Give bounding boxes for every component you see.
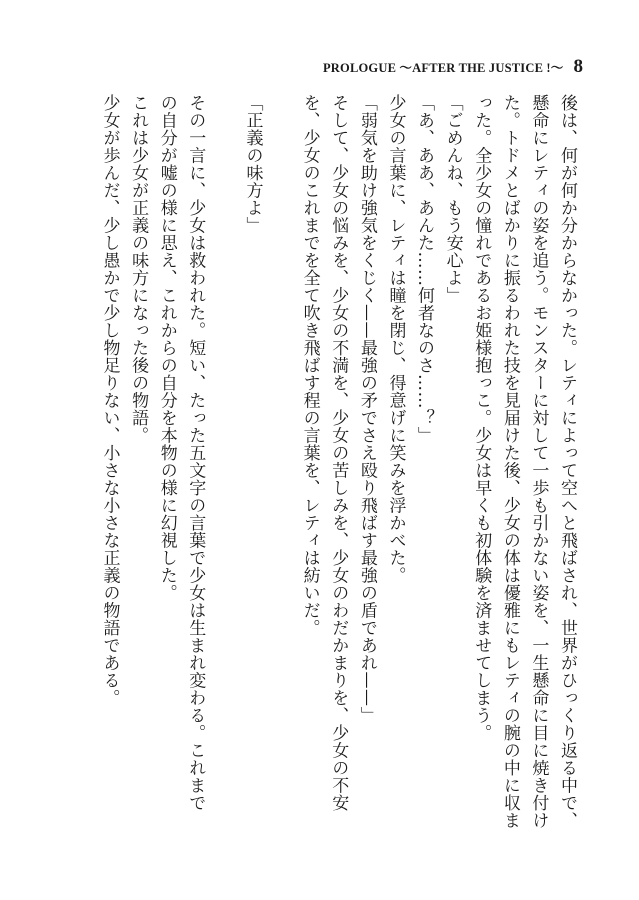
- text-line: 後は、何が何か分からなかった。レティによって空へと飛ばされ、世界がひっくり返る中で、: [557, 94, 577, 829]
- text-line: 懸命にレティの姿を追う。モンスターに対して一歩も引かない姿を、一生懸命に目に焼き付け: [528, 94, 549, 829]
- text-line: そして、少女の悩みを、少女の不満を、少女の苦しみを、少女のわだかまりを、少女の不安: [328, 94, 349, 812]
- text-line: 「正義の味方よ」: [242, 94, 263, 234]
- page-number: 8: [573, 56, 583, 77]
- vertical-body-text: [21, 94, 581, 854]
- text-line: 「あ、ああ、あんた……何者なのさ……？」: [414, 94, 435, 444]
- text-line: った。全少女の憧れであるお姫様抱っこ。少女は早くも初体験を済ませてしまう。: [471, 94, 492, 742]
- running-header: [323, 56, 583, 78]
- blank-line: [209, 94, 238, 854]
- text-line: 少女が歩んだ、少し愚かで少し物足りない、小さな小さな正義の物語である。: [99, 94, 120, 707]
- text-line: 「弱気を助け強気をくじく——最強の矛でさえ殴り飛ばす最強の盾であれ——」: [356, 94, 377, 724]
- text-line: 少女の言葉に、レティは瞳を閉じ、得意げに笑みを浮かべた。: [385, 94, 406, 584]
- text-line: 「ごめんね、もう安心よ」: [442, 94, 463, 304]
- text-line: これは少女が正義の味方になった後の物語。: [128, 94, 149, 444]
- chapter-title: PROLOGUE 〜AFTER THE JUSTICE !〜: [322, 61, 564, 75]
- text-line: を、少女のこれまでを全て吹き飛ばす程の言葉を、レティは紡いだ。: [299, 94, 320, 637]
- blank-line: [266, 94, 295, 854]
- text-line: た。トドメとばかりに振るわれた技を見届けた後、少女の体は優雅にもレティの腕の中に収ま: [499, 94, 520, 829]
- text-line: の自分が嘘の様に思え、これからの自分を本物の様に幻視した。: [156, 94, 177, 602]
- text-line: その一言に、少女は救われた。短い、たった五文字の言葉で少女は生まれ変わる。これまで: [185, 94, 206, 812]
